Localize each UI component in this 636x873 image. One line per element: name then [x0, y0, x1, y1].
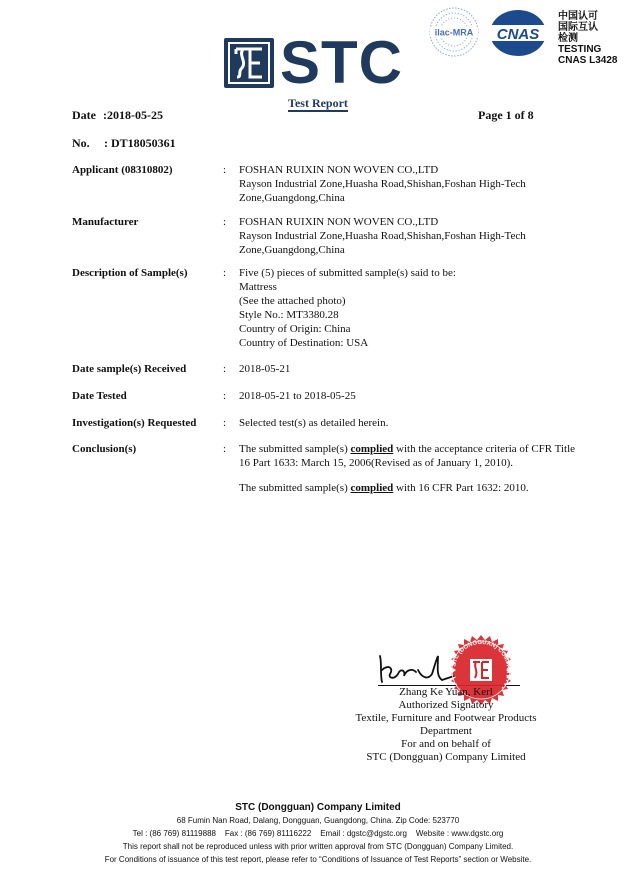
footer-notice: This report shall not be reproduced unless with prior written approval from STC (Dongguan) Company Limited. [122, 842, 514, 851]
stc-wordmark: STC [280, 29, 403, 96]
conclusion-line-3 [239, 481, 589, 495]
complied-emphasis: complied [350, 443, 394, 455]
footer-company: STC (Dongguan) Company Limited [235, 802, 401, 813]
conclusion-text: The submitted sample(s) [239, 443, 351, 455]
applicant-line: Zone,Guangdong,China [239, 192, 345, 204]
investigation-label: Investigation(s) Requested [72, 417, 197, 429]
colon: : [223, 417, 227, 429]
stc-emblem-icon [224, 38, 274, 88]
signatory-department: Textile, Furniture and Footwear Products Department [355, 712, 537, 737]
accreditation-text [558, 11, 617, 66]
conclusion-label: Conclusion(s) [72, 443, 137, 455]
page-indicator: Page 1 of 8 [478, 108, 534, 122]
signature-block [330, 650, 562, 764]
applicant-line: FOSHAN RUIXIN NON WOVEN CO.,LTD [239, 164, 439, 176]
applicant-line: Rayson Industrial Zone,Huasha Road,Shishan,Foshan High-Tech [239, 178, 526, 190]
tested-value: 2018-05-21 to 2018-05-25 [239, 390, 356, 402]
manufacturer-label: Manufacturer [72, 216, 139, 228]
colon: : [223, 363, 227, 375]
manufacturer-line: Zone,Guangdong,China [239, 244, 345, 256]
accreditation-line: 中国认可 [558, 11, 598, 22]
colon: : [223, 164, 227, 176]
report-number-value: : DT18050361 [104, 136, 176, 150]
conclusion-text: The submitted sample(s) [239, 482, 351, 494]
signatory-name: Zhang Ke Yuan, Kerl [399, 686, 493, 698]
applicant-value [239, 163, 589, 205]
cnas-logo-icon [488, 8, 548, 58]
on-behalf-text: For and on behalf of [401, 738, 491, 750]
conclusion-text: with the acceptance criteria of CFR Title [393, 443, 576, 455]
manufacturer-value [239, 215, 589, 257]
description-label: Description of Sample(s) [72, 267, 188, 279]
accreditation-line: TESTING [558, 44, 602, 55]
date-label: Date [72, 108, 96, 122]
description-value [239, 266, 589, 350]
conclusion-text: with 16 CFR Part 1632: 2010. [393, 482, 529, 494]
accreditation-line: 国际互认 [558, 22, 598, 33]
colon: : [223, 216, 227, 228]
svg-text:ilac-MRA: ilac-MRA [434, 27, 474, 38]
ilac-mra-logo-icon [428, 6, 480, 58]
footer-notice: For Conditions of issuance of this test report, please refer to “Conditions of Issuance of Test Reports” section or Website. [104, 855, 532, 864]
colon: : [223, 267, 227, 279]
received-label: Date sample(s) Received [72, 363, 187, 375]
stc-logo [224, 29, 403, 96]
applicant-label: Applicant (08310802) [72, 164, 173, 176]
conclusion-value [239, 442, 589, 495]
report-title: Test Report [288, 96, 348, 110]
conclusion-line-2: 16 Part 1633: March 15, 2006(Revised as of January 1, 2010). [239, 457, 514, 469]
page-footer [0, 801, 636, 866]
footer-address: 68 Fumin Nan Road, Dalang, Dongguan, Guangdong, China. Zip Code: 523770 [176, 816, 460, 825]
signatory-role: Authorized Signatory [398, 699, 494, 711]
description-line: Style No.: MT3380.28 [239, 309, 339, 321]
date-value: :2018-05-25 [103, 108, 163, 122]
description-line: Country of Destination: USA [239, 337, 369, 349]
conclusion-line-1 [239, 442, 589, 456]
manufacturer-line: FOSHAN RUIXIN NON WOVEN CO.,LTD [239, 216, 439, 228]
description-line: Five (5) pieces of submitted sample(s) said to be: [239, 267, 456, 279]
footer-contact: Tel : (86 769) 81119888 Fax : (86 769) 81116222 Email : dgstc@dgstc.org Website : www.dgstc.org [132, 829, 504, 838]
description-line: Country of Origin: China [239, 323, 351, 335]
investigation-value: Selected test(s) as detailed herein. [239, 417, 389, 429]
complied-emphasis: complied [350, 482, 394, 494]
colon: : [223, 443, 227, 455]
svg-text:STC (DONGGUAN) COMPANY • • •: STC (DONGGUAN) COMPANY • • • [451, 639, 512, 690]
received-value: 2018-05-21 [239, 363, 291, 375]
accreditation-line: CNAS L3428 [558, 55, 618, 66]
signatory-company: STC (Dongguan) Company Limited [366, 751, 526, 763]
accreditation-line: 检测 [558, 33, 578, 44]
manufacturer-line: Rayson Industrial Zone,Huasha Road,Shishan,Foshan High-Tech [239, 230, 526, 242]
report-number-label: No. [72, 136, 90, 150]
tested-label: Date Tested [72, 390, 127, 402]
svg-text:CNAS: CNAS [496, 26, 540, 43]
colon: : [223, 390, 227, 402]
description-line: (See the attached photo) [239, 295, 346, 307]
description-line: Mattress [239, 281, 277, 293]
